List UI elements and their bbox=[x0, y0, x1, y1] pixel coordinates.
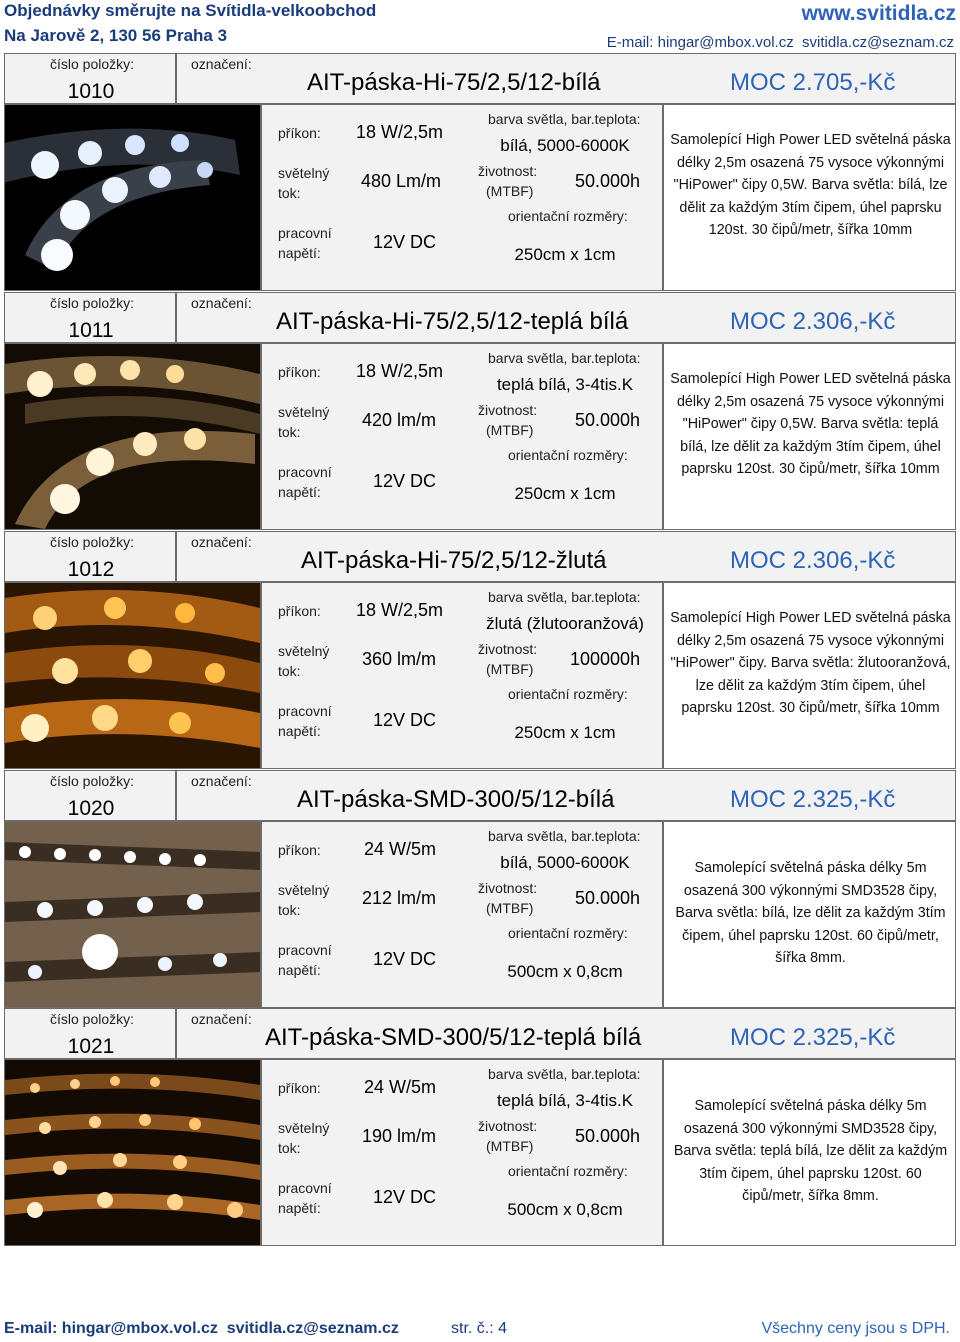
life-label-2: (MTBF) bbox=[486, 661, 534, 677]
item-number-label: číslo položky: bbox=[50, 1011, 135, 1027]
life-value: 50.000h bbox=[575, 171, 641, 191]
header-website-link[interactable]: www.svitidla.cz bbox=[801, 2, 956, 25]
vat-note: Všechny ceny jsou s DPH. bbox=[761, 1320, 950, 1337]
description-cell bbox=[663, 104, 956, 291]
color-temp-value: bílá, 5000-6000K bbox=[500, 853, 630, 872]
parameters-cell bbox=[261, 343, 663, 530]
description-cell bbox=[663, 821, 956, 1008]
voltage-label-2: napětí: bbox=[278, 484, 321, 500]
designation-label: označení: bbox=[191, 773, 252, 789]
item-number-label: číslo položky: bbox=[50, 534, 135, 550]
power-value: 18 W/2,5m bbox=[356, 361, 444, 381]
flux-label: světelný bbox=[278, 404, 330, 420]
designation-cell bbox=[176, 770, 956, 821]
voltage-label: pracovní bbox=[278, 942, 332, 958]
product-photo-cell bbox=[4, 1059, 261, 1246]
color-temp-value: bílá, 5000-6000K bbox=[500, 136, 630, 155]
description-cell bbox=[663, 582, 956, 769]
color-temp-label: barva světla, bar.teplota: bbox=[488, 1066, 641, 1082]
dims-value: 500cm x 0,8cm bbox=[507, 962, 623, 981]
led-strip-photo bbox=[5, 583, 260, 768]
voltage-label: pracovní bbox=[278, 225, 332, 241]
dims-value: 250cm x 1cm bbox=[514, 484, 616, 503]
flux-label: světelný bbox=[278, 165, 330, 181]
page-number: str. č.: 4 bbox=[451, 1320, 508, 1337]
price: MOC 2.306,-Kč bbox=[730, 308, 896, 335]
product-photo-cell bbox=[4, 343, 261, 530]
designation-cell bbox=[176, 292, 956, 343]
designation-cell bbox=[176, 53, 956, 104]
flux-label-2: tok: bbox=[278, 1140, 301, 1156]
product-description: Samolepící světelná páska délky 5m osazená 300 výkonnými SMD3528 čipy, Barva světla: bílá, lze dělit za každým 3tím čipem, úhel paprsku 120st. 60 čipů/metr, šířka 8mm. bbox=[675, 860, 946, 966]
voltage-label-2: napětí: bbox=[278, 962, 321, 978]
color-temp-value: teplá bílá, 3-4tis.K bbox=[496, 375, 634, 394]
designation-label: označení: bbox=[191, 56, 252, 72]
power-label: příkon: bbox=[278, 1080, 321, 1096]
life-label-2: (MTBF) bbox=[486, 183, 534, 199]
color-temp-value: teplá bílá, 3-4tis.K bbox=[496, 1091, 634, 1110]
product-description: Samolepící světelná páska délky 5m osazená 300 výkonnými SMD3528 čipy, Barva světla: teplá bílá, lze dělit za každým 3tím čipem, úhel paprsku 120st. 60 čipů/metr, šířka 8mm. bbox=[673, 1098, 948, 1204]
header-company: Objednávky směrujte na Svítidla-velkoobchod bbox=[4, 1, 377, 20]
power-label: příkon: bbox=[278, 364, 321, 380]
voltage-label: pracovní bbox=[278, 703, 332, 719]
parameters-cell bbox=[261, 821, 663, 1008]
designation-label: označení: bbox=[191, 1011, 252, 1027]
dims-label: orientační rozměry: bbox=[508, 447, 628, 463]
designation-cell bbox=[176, 531, 956, 582]
product-name: AIT-páska-Hi-75/2,5/12-bílá bbox=[307, 69, 601, 96]
voltage-value: 12V DC bbox=[373, 710, 437, 730]
power-label: příkon: bbox=[278, 603, 321, 619]
designation-cell bbox=[176, 1008, 956, 1059]
life-value: 50.000h bbox=[575, 410, 641, 430]
voltage-value: 12V DC bbox=[373, 1187, 437, 1207]
life-value: 100000h bbox=[570, 649, 641, 669]
color-temp-label: barva světla, bar.teplota: bbox=[488, 350, 641, 366]
designation-label: označení: bbox=[191, 534, 252, 550]
item-number-label: číslo položky: bbox=[50, 295, 135, 311]
power-label: příkon: bbox=[278, 842, 321, 858]
color-temp-value: žlutá (žlutooranžová) bbox=[486, 614, 644, 633]
parameters-cell bbox=[261, 582, 663, 769]
life-label: životnost: bbox=[478, 880, 538, 896]
color-temp-label: barva světla, bar.teplota: bbox=[488, 589, 641, 605]
power-value: 18 W/2,5m bbox=[356, 122, 444, 142]
flux-label: světelný bbox=[278, 643, 330, 659]
power-value: 24 W/5m bbox=[364, 839, 437, 859]
item-number-cell bbox=[4, 1008, 176, 1059]
led-strip-photo bbox=[5, 344, 260, 529]
item-number-label: číslo položky: bbox=[50, 773, 135, 789]
voltage-label-2: napětí: bbox=[278, 1200, 321, 1216]
power-value: 24 W/5m bbox=[364, 1077, 437, 1097]
product-name: AIT-páska-SMD-300/5/12-teplá bílá bbox=[265, 1024, 642, 1051]
product-description: Samolepící High Power LED světelná páska délky 2,5m osazená 75 vysoce výkonnými "HiPower" čipy 0,5W. Barva světla: teplá bílá, lze dělit za každým 3tím čipem, úhel paprsku 120st. 30 čipů/metr, šířka 10mm bbox=[670, 371, 951, 477]
dims-label: orientační rozměry: bbox=[508, 686, 628, 702]
life-label-2: (MTBF) bbox=[486, 1138, 534, 1154]
parameters-cell bbox=[261, 104, 663, 291]
life-label: životnost: bbox=[478, 1118, 538, 1134]
flux-label-2: tok: bbox=[278, 185, 301, 201]
item-number-cell bbox=[4, 770, 176, 821]
power-value: 18 W/2,5m bbox=[356, 600, 444, 620]
voltage-label: pracovní bbox=[278, 1180, 332, 1196]
led-strip-photo bbox=[5, 105, 260, 290]
product-description: Samolepící High Power LED světelná páska délky 2,5m osazená 75 vysoce výkonnými "HiPower" čipy. Barva světla: žlutooranžová, lze dělit za každým 3tím čipem, úhel paprsku 120st. 30 čipů/metr, šířka 10mm bbox=[670, 610, 951, 716]
voltage-value: 12V DC bbox=[373, 949, 437, 969]
item-number: 1012 bbox=[67, 558, 115, 581]
dims-label: orientační rozměry: bbox=[508, 1163, 628, 1179]
voltage-value: 12V DC bbox=[373, 232, 437, 252]
flux-label: světelný bbox=[278, 882, 330, 898]
voltage-label-2: napětí: bbox=[278, 245, 321, 261]
product-photo-cell bbox=[4, 582, 261, 769]
price: MOC 2.705,-Kč bbox=[730, 69, 896, 96]
dims-value: 500cm x 0,8cm bbox=[507, 1200, 623, 1219]
life-label-2: (MTBF) bbox=[486, 422, 534, 438]
flux-value: 420 lm/m bbox=[362, 410, 437, 430]
life-label: životnost: bbox=[478, 402, 538, 418]
flux-value: 190 lm/m bbox=[362, 1126, 437, 1146]
life-label-2: (MTBF) bbox=[486, 900, 534, 916]
description-cell bbox=[663, 1059, 956, 1246]
voltage-label: pracovní bbox=[278, 464, 332, 480]
life-label: životnost: bbox=[478, 641, 538, 657]
life-value: 50.000h bbox=[575, 888, 641, 908]
product-name: AIT-páska-Hi-75/2,5/12-žlutá bbox=[301, 547, 607, 574]
dims-value: 250cm x 1cm bbox=[514, 245, 616, 264]
item-number-cell bbox=[4, 531, 176, 582]
led-strip-photo bbox=[5, 822, 260, 1007]
item-number-cell bbox=[4, 292, 176, 343]
color-temp-label: barva světla, bar.teplota: bbox=[488, 111, 641, 127]
price: MOC 2.325,-Kč bbox=[730, 1024, 896, 1051]
dims-label: orientační rozměry: bbox=[508, 925, 628, 941]
dims-value: 250cm x 1cm bbox=[514, 723, 616, 742]
product-name: AIT-páska-SMD-300/5/12-bílá bbox=[297, 786, 615, 813]
life-label: životnost: bbox=[478, 163, 538, 179]
power-label: příkon: bbox=[278, 125, 321, 141]
led-strip-photo bbox=[5, 1060, 260, 1245]
header-email-link[interactable]: E-mail: hingar@mbox.vol.cz svitidla.cz@seznam.cz bbox=[606, 34, 954, 51]
product-photo-cell bbox=[4, 104, 261, 291]
voltage-label-2: napětí: bbox=[278, 723, 321, 739]
flux-value: 212 lm/m bbox=[362, 888, 437, 908]
item-number: 1021 bbox=[67, 1035, 115, 1058]
item-number: 1020 bbox=[67, 797, 115, 820]
flux-label-2: tok: bbox=[278, 663, 301, 679]
item-number-label: číslo položky: bbox=[50, 56, 135, 72]
flux-label: světelný bbox=[278, 1120, 330, 1136]
price: MOC 2.325,-Kč bbox=[730, 786, 896, 813]
header-address: Na Jarově 2, 130 56 Praha 3 bbox=[4, 26, 228, 45]
dims-label: orientační rozměry: bbox=[508, 208, 628, 224]
price: MOC 2.306,-Kč bbox=[730, 547, 896, 574]
designation-label: označení: bbox=[191, 295, 252, 311]
footer-email-link[interactable]: E-mail: hingar@mbox.vol.cz svitidla.cz@seznam.cz bbox=[4, 1320, 399, 1337]
parameters-cell bbox=[261, 1059, 663, 1246]
life-value: 50.000h bbox=[575, 1126, 641, 1146]
product-photo-cell bbox=[4, 821, 261, 1008]
product-name: AIT-páska-Hi-75/2,5/12-teplá bílá bbox=[276, 308, 629, 335]
flux-value: 480 Lm/m bbox=[361, 171, 442, 191]
product-description: Samolepící High Power LED světelná páska délky 2,5m osazená 75 vysoce výkonnými "HiPower" čipy 0,5W. Barva světla: bílá, lze dělit za každým 3tím čipem, úhel paprsku 120st. 30 čipů/metr, šířka 10mm bbox=[670, 132, 951, 238]
flux-label-2: tok: bbox=[278, 902, 301, 918]
voltage-value: 12V DC bbox=[373, 471, 437, 491]
item-number: 1011 bbox=[68, 319, 114, 342]
flux-label-2: tok: bbox=[278, 424, 301, 440]
color-temp-label: barva světla, bar.teplota: bbox=[488, 828, 641, 844]
item-number: 1010 bbox=[67, 80, 115, 103]
item-number-cell bbox=[4, 53, 176, 104]
flux-value: 360 lm/m bbox=[362, 649, 437, 669]
description-cell bbox=[663, 343, 956, 530]
